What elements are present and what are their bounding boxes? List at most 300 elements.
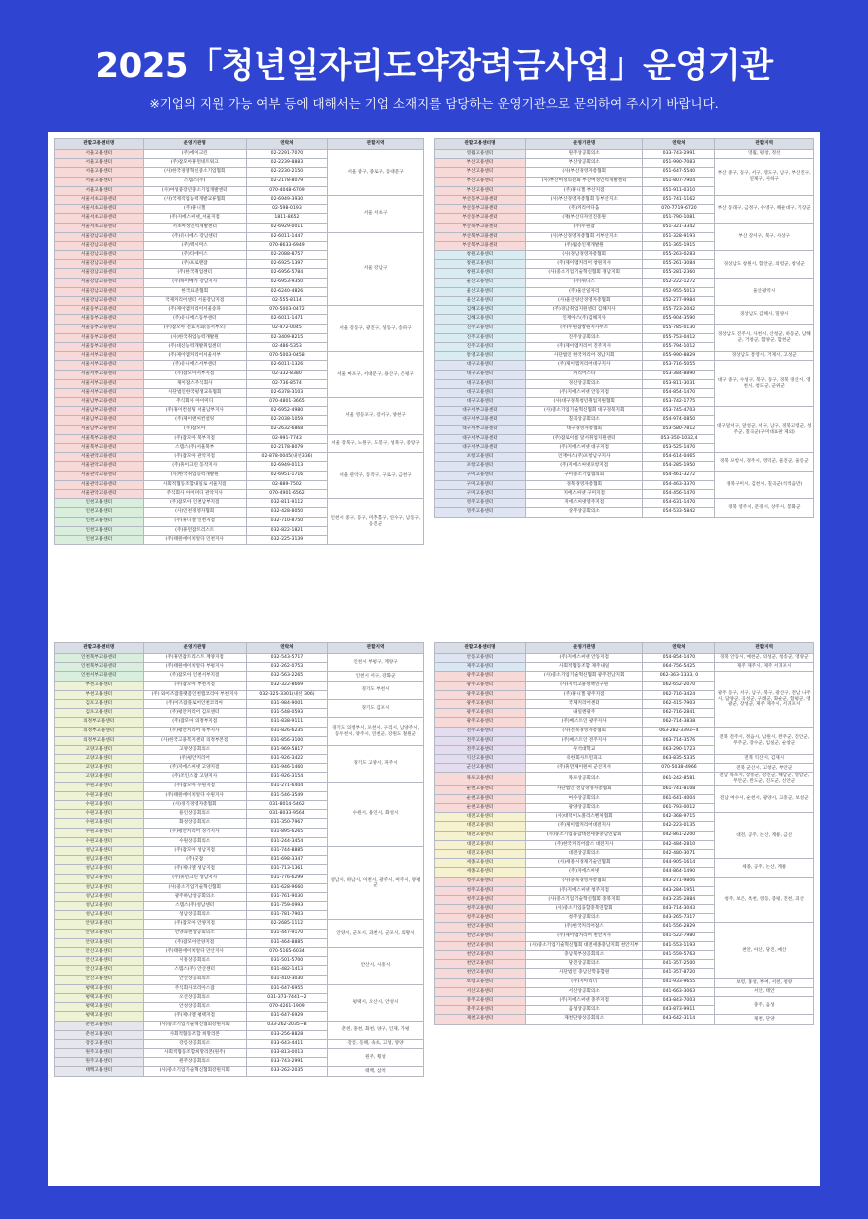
center-name-cell: 서울강남고용센터: [55, 232, 144, 241]
agency-name-cell: (사)한국경영혁신중소기업협회: [143, 168, 246, 177]
center-name-cell: 광주고용센터: [435, 699, 526, 708]
header-agency: 운영기관명: [143, 139, 246, 150]
center-name-cell: 안양고용센터: [55, 929, 144, 938]
contact-cell: 053-716-5055: [643, 361, 715, 370]
contact-cell: 062-415-7903: [643, 699, 715, 708]
agency-name-cell: (주)조인스잡 고양지사: [143, 773, 246, 782]
table-row: [55, 681, 424, 690]
contact-cell: 053-350-1032,4: [643, 434, 715, 443]
center-name-cell: 부천고용센터: [55, 690, 144, 699]
table-row: [435, 978, 814, 987]
agency-name-cell: (주)지에스씨넷_서울지점: [143, 214, 246, 223]
center-name-cell: 서울고용센터: [55, 186, 144, 195]
center-name-cell: 울산고용센터: [435, 297, 526, 306]
contact-cell: 054-631-1470: [643, 499, 715, 508]
center-name-cell: 수원고용센터: [55, 801, 144, 810]
agency-name-cell: (사)중소기업융합충북연합회: [525, 905, 642, 914]
center-name-cell: 천안고용센터: [435, 951, 526, 960]
agency-name-cell: (사)인천경영자협회: [143, 508, 246, 517]
region-cell: 대구달서구, 달성군, 서구, 남구, 경북고령군, 성주군, 칠곡군(구미대표판 제외): [715, 407, 814, 453]
contact-cell: 070-4901-6562: [246, 489, 327, 498]
center-name-cell: 진주고용센터: [435, 342, 526, 351]
agency-name-cell: (사)중소기업기술혁신협회 광주전남지회: [525, 672, 642, 681]
agency-name-cell: (주)굿잡: [143, 856, 246, 865]
agency-name-cell: 용인상공회의소: [143, 810, 246, 819]
agency-name-cell: (사)한국취업능력개발원: [143, 333, 246, 342]
center-name-cell: 광주고용센터: [435, 681, 526, 690]
agency-name-cell: (주)지에스씨넷 안동지점: [525, 654, 642, 663]
region-cell: 제천, 단양: [715, 1015, 814, 1024]
contact-cell: 051-990-7083: [643, 159, 715, 168]
contact-cell: 051-807-7904: [643, 177, 715, 186]
contact-cell: 063-835-5335: [643, 755, 715, 764]
center-name-cell: 대전고용센터: [435, 813, 526, 822]
contact-cell: 031-856-3100: [246, 736, 327, 745]
center-name-cell: 서울서부고용센터: [55, 370, 144, 379]
table-row: [435, 672, 814, 681]
contact-cell: 031-781-7903: [246, 911, 327, 920]
center-name-cell: 안양고용센터: [55, 938, 144, 947]
agency-name-cell: (주)태원에이치알다 안산지사: [143, 948, 246, 957]
center-name-cell: 서울북부고용센터: [55, 434, 144, 443]
agency-name-cell: 화성상공회의소: [143, 819, 246, 828]
center-name-cell: 충주고용센터: [435, 996, 526, 1005]
agency-name-cell: (주)휴니젤 광주지점: [525, 690, 642, 699]
contact-cell: 02-6949-3930: [246, 195, 327, 204]
agency-name-cell: 부산상공회의소: [525, 159, 642, 168]
center-name-cell: 대구고용센터: [435, 361, 526, 370]
center-name-cell: 인천고용센터: [55, 517, 144, 526]
agency-name-cell: 국제커리어센터 서울강남지점: [143, 297, 246, 306]
contact-cell: 031-373-7441~2: [246, 993, 327, 1002]
agency-name-cell: (사)울산양산경영자총협회: [525, 297, 642, 306]
center-name-cell: 순천고용센터: [435, 785, 526, 794]
agency-name-cell: (주)지에스씨넷: [525, 868, 642, 877]
agency-name-cell: (주)지에스씨넷 고양지점: [143, 764, 246, 773]
center-name-cell: 서울서부고용센터: [55, 352, 144, 361]
contact-cell: 054-533-5842: [643, 508, 715, 517]
contact-cell: 1811-8652: [246, 214, 327, 223]
center-name-cell: 서울남부고용센터: [55, 407, 144, 416]
region-cell: 인천시 중구, 동구, 미추홀구, 연수구, 남동구, 옹진군: [328, 499, 424, 545]
agency-name-cell: (주)한국커리어잡스: [525, 923, 642, 932]
contact-cell: 062-716-2841: [643, 709, 715, 718]
contact-cell: 032-710-8750: [246, 517, 327, 526]
agency-table: [54, 642, 424, 1077]
agency-name-cell: (사)중소기업기술혁신협회 충북지회: [525, 895, 642, 904]
contact-cell: 031-271-6404: [246, 782, 327, 791]
contact-cell: 044-905-1614: [643, 859, 715, 868]
center-name-cell: 수원고용센터: [55, 810, 144, 819]
contact-cell: 02-2291-7070: [246, 150, 327, 159]
contact-cell: 02-6378-3103: [246, 388, 327, 397]
agency-name-cell: 안성상공회의소: [143, 1003, 246, 1012]
agency-name-cell: 시흥상공회의소: [143, 957, 246, 966]
contact-cell: 02-2088-8757: [246, 251, 327, 260]
contact-cell: 032-428-8050: [246, 508, 327, 517]
center-name-cell: 서울강남고용센터: [55, 287, 144, 296]
contact-cell: 02-472-0045: [246, 324, 327, 333]
table-row: [55, 1039, 424, 1048]
header-center: 관할고용센터명: [435, 643, 526, 654]
agency-name-cell: (주)잡모아휴먼네트워크: [143, 159, 246, 168]
agency-name-cell: 진주상공회의소: [525, 333, 642, 342]
center-name-cell: 성남고용센터: [55, 865, 144, 874]
region-cell: 울산광역시: [715, 278, 814, 306]
center-name-cell: 광주고용센터: [435, 709, 526, 718]
center-name-cell: 보령고용센터: [435, 978, 526, 987]
center-name-cell: 김해고용센터: [435, 315, 526, 324]
contact-cell: 031-628-9660: [246, 883, 327, 892]
center-name-cell: 의정부고용센터: [55, 736, 144, 745]
center-name-cell: 인천고용센터: [55, 508, 144, 517]
agency-name-cell: 서초여성인력개발센터: [143, 223, 246, 232]
header-center: 관할고용센터명: [55, 643, 144, 654]
agency-name-cell: 인재아스(주)포항남구지사: [525, 453, 642, 462]
center-name-cell: 광주고용센터: [435, 672, 526, 681]
agency-name-cell: (사)부산경영자총협회 동부산지소: [525, 195, 642, 204]
agency-name-cell: (주)휴먼크린 성남지사: [143, 874, 246, 883]
contact-cell: 02-6952-4980: [246, 407, 327, 416]
center-name-cell: 대구서부고용센터: [435, 425, 526, 434]
region-cell: 안양시, 군포시, 과천시, 군포시, 의왕시: [328, 920, 424, 948]
region-cell: 부산 중구, 동구, 서구, 영도구, 남구, 부산진구, 연제구, 사하구: [715, 159, 814, 196]
center-name-cell: 수원고용센터: [55, 791, 144, 800]
agency-name-cell: (주)경남취업지원센터 김해지사: [525, 306, 642, 315]
agency-name-cell: (사)중소기업기술혁신협회: [143, 883, 246, 892]
region-cell: 안산시, 시흥시: [328, 948, 424, 985]
agency-name-cell: 성남상공회의소: [143, 911, 246, 920]
center-name-cell: 서울관악고용센터: [55, 480, 144, 489]
region-cell: 경기도 고양시, 파주시: [328, 745, 424, 782]
header-region: 관할지역: [715, 139, 814, 150]
agency-name-cell: (주)휴먼잡트리스트 계양지점: [143, 654, 246, 663]
center-name-cell: 서울동부고용센터: [55, 342, 144, 351]
center-name-cell: 서울강남고용센터: [55, 251, 144, 260]
center-name-cell: 창원고용센터: [435, 269, 526, 278]
contact-cell: 052-955-5013: [643, 287, 715, 296]
contact-cell: 051-365-1915: [643, 241, 715, 250]
agency-name-cell: (주)잡모아 북부지점: [143, 434, 246, 443]
center-name-cell: 부산고용센터: [435, 186, 526, 195]
agency-name-cell: (사)부산여성의전화 부산여성인력개발센터: [525, 177, 642, 186]
agency-name-cell: (주)제이엔씨컨설팅: [143, 416, 246, 425]
agency-name-cell: (주)휴니젤 인천지점: [143, 517, 246, 526]
agency-name-cell: (주)제이엠커리어 천안지사: [525, 932, 642, 941]
agency-name-cell: 내일엔광주: [525, 709, 642, 718]
table-row: [55, 745, 424, 754]
center-name-cell: 서울고용센터: [55, 159, 144, 168]
center-name-cell: 고양고용센터: [55, 755, 144, 764]
agency-name-cell: (주)유니에스 강남센터: [143, 232, 246, 241]
region-cell: 태백, 삼척: [328, 1067, 424, 1076]
agency-name-cell: (주)월송인재개발원: [525, 241, 642, 250]
contact-cell: 031-926-3154: [246, 773, 327, 782]
contact-cell: 031-926-3422: [246, 755, 327, 764]
contact-cell: 043-873-9911: [643, 1006, 715, 1015]
region-cell: 영월, 평창, 정선: [715, 150, 814, 159]
agency-name-cell: 오산상공회의소: [143, 993, 246, 1002]
contact-cell: 055-263-0283: [643, 251, 715, 260]
contact-cell: 033-643-4411: [246, 1039, 327, 1048]
contact-cell: 02-6925-1397: [246, 260, 327, 269]
table-row: [435, 195, 814, 204]
center-name-cell: 서울고용센터: [55, 177, 144, 186]
center-name-cell: 평택고용센터: [55, 1003, 144, 1012]
agency-table: [434, 138, 814, 518]
contact-cell: 042-368-9715: [643, 813, 715, 822]
table-row: [435, 1015, 814, 1024]
contact-cell: 02-991-7743: [246, 434, 327, 443]
center-name-cell: 성남고용센터: [55, 892, 144, 901]
region-cell: 서울 중구, 종로구, 동대문구: [328, 150, 424, 196]
agency-name-cell: 안산상공회의소: [143, 975, 246, 984]
center-name-cell: 대구서부고용센터: [435, 434, 526, 443]
contact-cell: 041-357-2500: [643, 960, 715, 969]
contact-cell: 055-281-2360: [643, 269, 715, 278]
region-cell: 경상남도 김해시, 밀양시: [715, 306, 814, 324]
center-name-cell: 세종고용센터: [435, 868, 526, 877]
contact-cell: 055-753-0412: [643, 333, 715, 342]
agency-name-cell: (주)지아리더: [525, 978, 642, 987]
table-row: [435, 859, 814, 868]
center-name-cell: 전주고용센터: [435, 727, 526, 736]
center-name-cell: 부산고용센터: [435, 168, 526, 177]
center-name-cell: 서울고용센터: [55, 168, 144, 177]
center-name-cell: 포항고용센터: [435, 462, 526, 471]
contact-cell: 033-743-2991: [643, 150, 715, 159]
agency-name-cell: 사회적협동조합희망리본(원주): [143, 1049, 246, 1058]
contact-cell: 031-826-6235: [246, 727, 327, 736]
contact-cell: 02-3409-8215: [246, 333, 327, 342]
center-name-cell: 구미고용센터: [435, 480, 526, 489]
contact-cell: 042-480-3071: [643, 849, 715, 858]
center-name-cell: 서산고용센터: [435, 987, 526, 996]
contact-cell: 033-743-2991: [246, 1058, 327, 1067]
region-cell: 서울 강동구, 광진구, 성동구, 송파구: [328, 306, 424, 352]
header-region: 관할지역: [328, 139, 424, 150]
agency-name-cell: 스텝스(주)성남센터: [143, 902, 246, 911]
center-name-cell: 대전고용센터: [435, 849, 526, 858]
center-name-cell: 안산고용센터: [55, 966, 144, 975]
center-name-cell: 김포고용센터: [55, 709, 144, 718]
table-row: [55, 150, 424, 159]
center-name-cell: 청주고용센터: [435, 905, 526, 914]
contact-cell: 051-321-3342: [643, 223, 715, 232]
agency-name-cell: (사)여성중장년중소기업개발센터: [143, 186, 246, 195]
agency-name-cell: (주)두원잡창원지사무소: [525, 324, 642, 333]
contact-cell: 02-2038-1059: [246, 416, 327, 425]
agency-name-cell: (주)평안커리어 경기지사: [143, 828, 246, 837]
contact-cell: 031-546-3549: [246, 791, 327, 800]
contact-cell: 02-6949-0113: [246, 462, 327, 471]
agency-table: [434, 642, 814, 1025]
region-cell: 서울 강남구: [328, 232, 424, 306]
agency-name-cell: (주) 와이즈잡플랫폼인천랩코리아 부천지사: [143, 690, 246, 699]
contact-cell: 054-285-1950: [643, 462, 715, 471]
table-header-row: [435, 643, 814, 654]
center-name-cell: 서울관악고용센터: [55, 462, 144, 471]
agency-name-cell: 주식회사코리아스잡: [143, 984, 246, 993]
table-row: [435, 499, 814, 508]
agency-name-cell: 사단법인한국평생교육협회: [143, 388, 246, 397]
region-cell: 원주, 횡성: [328, 1049, 424, 1067]
contact-cell: 041-663-3063: [643, 987, 715, 996]
agency-name-cell: (사)중소기업기술혁신협회 대구경북지회: [525, 407, 642, 416]
header-contact: 연락처: [246, 643, 327, 654]
contact-cell: 031-744-8885: [246, 846, 327, 855]
contact-cell: 02-878-0045(내선336): [246, 453, 327, 462]
contact-cell: 031-501-5700: [246, 957, 327, 966]
contact-cell: 051-790-1081: [643, 214, 715, 223]
center-name-cell: 창원고용센터: [435, 260, 526, 269]
region-cell: 평택시, 오산시, 안성시: [328, 984, 424, 1021]
center-name-cell: 순천고용센터: [435, 804, 526, 813]
table-row: [435, 987, 814, 996]
center-name-cell: 서울서초고용센터: [55, 195, 144, 204]
contact-cell: 031-464-8885: [246, 938, 327, 947]
agency-name-cell: 충남북부상공회의소: [525, 951, 642, 960]
contact-cell: 070-4261-1909: [246, 1003, 327, 1012]
contact-cell: 062-363-1333, 0: [643, 672, 715, 681]
center-name-cell: 광주고용센터: [435, 690, 526, 699]
agency-name-cell: (주)에이크린: [143, 150, 246, 159]
center-name-cell: 부산동부고용센터: [435, 195, 526, 204]
region-cell: 전북 군산시, 고창군, 부안군: [715, 764, 814, 773]
region-cell: 경상남도 창원시, 함안군, 의령군, 창녕군: [715, 251, 814, 279]
agency-name-cell: 사회적협동조합 제주내일: [525, 663, 642, 672]
contact-cell: 070-7719-6720: [643, 205, 715, 214]
region-cell: 경기도 김포시: [328, 699, 424, 717]
table-row: [435, 663, 814, 672]
center-name-cell: 대구고용센터: [435, 388, 526, 397]
agency-name-cell: (주)잡모아 전효지회(동서부오): [143, 324, 246, 333]
agency-name-cell: (주)잡모아 인천서부지점: [143, 672, 246, 681]
agency-name-cell: (사)세종시경제기술인협회: [525, 859, 642, 868]
center-name-cell: 충주고용센터: [435, 1006, 526, 1015]
center-name-cell: 부산북부고용센터: [435, 232, 526, 241]
contact-cell: 033-256-8828: [246, 1030, 327, 1039]
agency-name-cell: 경북경영자총협회: [525, 480, 642, 489]
agency-name-cell: (주)지에스씨넷 충주지점: [525, 996, 642, 1005]
table-row: [55, 1067, 424, 1076]
center-name-cell: 서울강남고용센터: [55, 278, 144, 287]
contact-cell: 052-222-1272: [643, 278, 715, 287]
center-name-cell: 통영고용센터: [435, 352, 526, 361]
contact-cell: 032-322-8669: [246, 681, 327, 690]
table-row: [435, 453, 814, 462]
agency-name-cell: 국제커리어센터: [525, 699, 642, 708]
contact-cell: 02-555-8114: [246, 297, 327, 306]
contact-cell: 032-325-3301(내선 306): [246, 690, 327, 699]
region-cell: 제주 제주시, 제주 서귀포시: [715, 663, 814, 672]
center-name-cell: 성남고용센터: [55, 902, 144, 911]
agency-name-cell: (사)부산경영자총협회: [525, 168, 642, 177]
contact-cell: 043-284-1951: [643, 886, 715, 895]
contact-cell: 070-5003-0472: [246, 306, 327, 315]
contact-cell: 055-723-2042: [643, 306, 715, 315]
agency-name-cell: 유한회사트윈피크: [525, 755, 642, 764]
center-name-cell: 서울서초고용센터: [55, 205, 144, 214]
agency-name-cell: (사)중소기업기술혁신협회 대전세종충남지회 천안지부: [525, 941, 642, 950]
contact-cell: 055-904-3590: [643, 315, 715, 324]
center-name-cell: 김포고용센터: [55, 699, 144, 708]
center-name-cell: 부산북부고용센터: [435, 241, 526, 250]
region-cell: 인천시 서구, 강화군: [328, 672, 424, 681]
center-name-cell: 서울동부고용센터: [55, 333, 144, 342]
header-agency: 운영기관명: [143, 643, 246, 654]
table-row: [55, 654, 424, 663]
contact-cell: 033-262-2035: [246, 1067, 327, 1076]
contact-cell: 031-776-6299: [246, 874, 327, 883]
contact-cell: 070-8633-6949: [246, 241, 327, 250]
center-name-cell: 목포고용센터: [435, 773, 526, 785]
agency-name-cell: 사회적협동조합내일로 서울지점: [143, 480, 246, 489]
center-name-cell: 인천고용센터: [55, 499, 144, 508]
agency-name-cell: (주)지에스씨넷 청주지점: [525, 886, 642, 895]
center-name-cell: 서울북부고용센터: [55, 444, 144, 453]
center-name-cell: 평택고용센터: [55, 984, 144, 993]
table-panel-seoul-incheon: [54, 138, 424, 545]
table-row: [435, 755, 814, 764]
contact-cell: 054-461-3272: [643, 471, 715, 480]
contact-cell: 031-244-3454: [246, 837, 327, 846]
page-title: 2025「청년일자리도약장려금사업」운영기관: [95, 46, 773, 86]
table-row: [435, 278, 814, 287]
table-row: [55, 232, 424, 241]
contact-cell: 02-6956-5784: [246, 269, 327, 278]
region-cell: 경기도 부천시: [328, 681, 424, 699]
agency-name-cell: (주)지에스씨넷포항지점: [525, 462, 642, 471]
contact-cell: 055-990-8829: [643, 352, 715, 361]
header-center: 관할고용센터명: [55, 139, 144, 150]
table-row: [435, 306, 814, 315]
agency-name-cell: 안양과천상공회의소: [143, 929, 246, 938]
contact-cell: 042-861-2200: [643, 831, 715, 840]
contact-cell: 02-2239-8883: [246, 159, 327, 168]
contact-cell: 053-745-4703: [643, 407, 715, 416]
center-name-cell: 안산고용센터: [55, 948, 144, 957]
region-cell: 경북 안동시, 예천군, 의성군, 청송군, 영양군: [715, 654, 814, 663]
agency-name-cell: 한국표준협회: [143, 287, 246, 296]
contact-cell: 031-410-3030: [246, 975, 327, 984]
region-cell: 천안, 아산, 당진, 예산: [715, 923, 814, 978]
center-name-cell: 안양고용센터: [55, 920, 144, 929]
contact-cell: 061-741-8108: [643, 785, 715, 794]
center-name-cell: 대전고용센터: [435, 840, 526, 849]
contact-cell: 031-8014-5462: [246, 801, 327, 810]
center-name-cell: 서울남부고용센터: [55, 416, 144, 425]
center-name-cell: 울산고용센터: [435, 278, 526, 287]
agency-name-cell: (주)휴니젤 부산지점: [525, 186, 642, 195]
agency-name-cell: (사)중소기업기술혁신협회강원지회: [143, 1067, 246, 1076]
agency-name-cell: 지에스씨넷 구미지점: [525, 489, 642, 498]
agency-name-cell: (주)평안커리어: [143, 755, 246, 764]
agency-name-cell: (사)전북경영자총협회: [525, 727, 642, 736]
table-row: [55, 699, 424, 708]
contact-cell: 070-4801-3665: [246, 398, 327, 407]
center-name-cell: 대구서부고용센터: [435, 444, 526, 453]
contact-cell: 02-6011-1326: [246, 361, 327, 370]
center-name-cell: 청주고용센터: [435, 877, 526, 886]
region-cell: 전남 여수시, 순천시, 광양시, 고흥군, 보성군: [715, 785, 814, 813]
agency-name-cell: (주)한국커리어잡스 대전지사: [525, 840, 642, 849]
contact-cell: 031-895-6265: [246, 828, 327, 837]
agency-name-cell: 경산상공회의소: [525, 379, 642, 388]
contact-cell: 032-543-5717: [246, 654, 327, 663]
center-name-cell: 성남고용센터: [55, 846, 144, 855]
contact-cell: 031-713-1361: [246, 865, 327, 874]
